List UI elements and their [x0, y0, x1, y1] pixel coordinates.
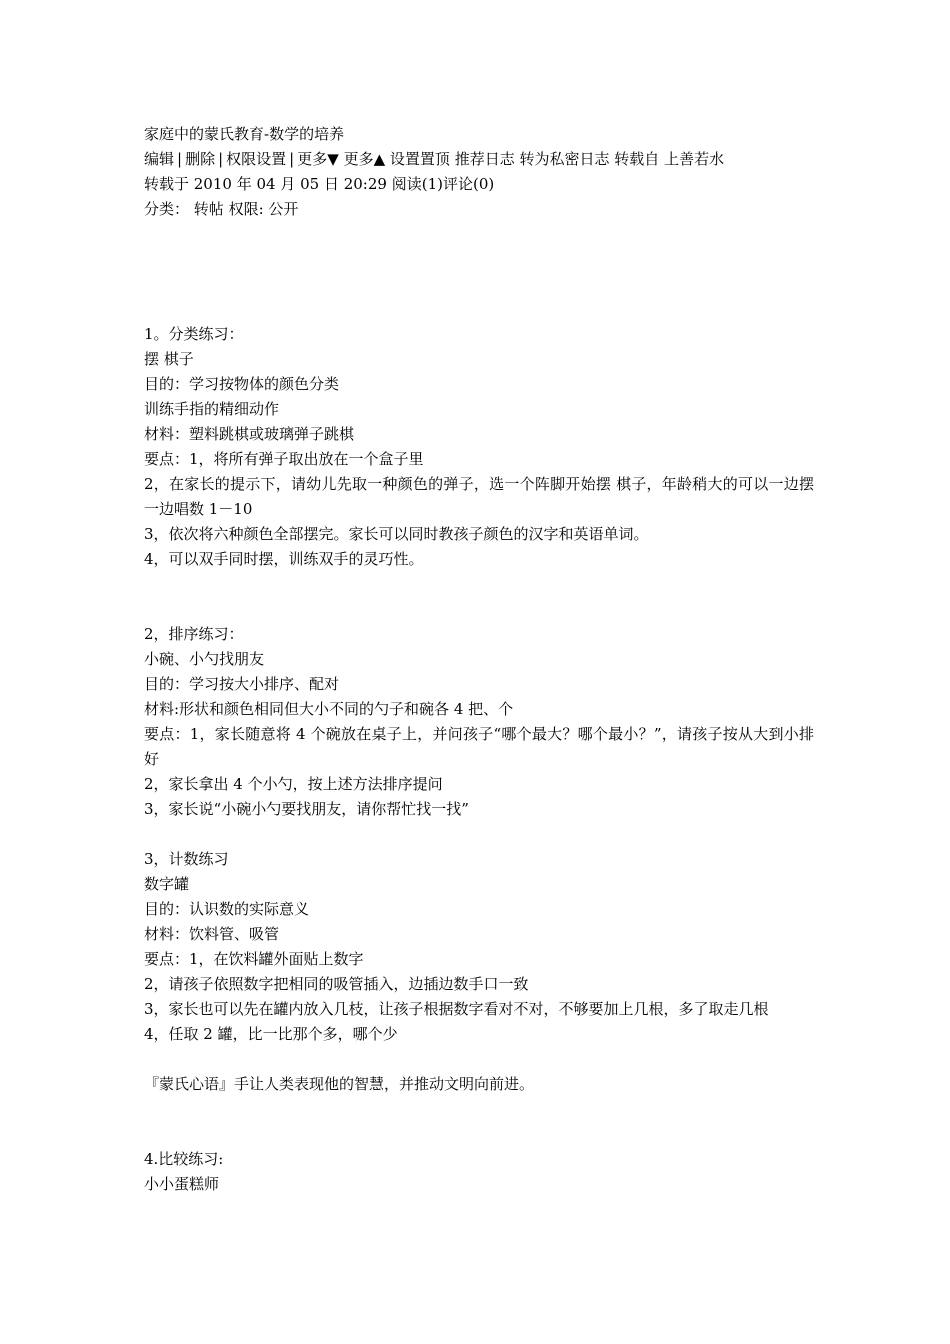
point-text: 2，请孩子依照数字把相同的吸管插入，边插边数手口一致: [144, 975, 529, 993]
activity-name: 小碗、小勺找朋友: [144, 650, 265, 668]
goal-text: 目的：学习按大小排序、配对: [144, 675, 340, 693]
activity-name: 数字罐: [144, 875, 190, 893]
spacer: [144, 822, 814, 847]
point-text: 4，可以双手同时摆，训练双手的灵巧性。: [144, 550, 424, 568]
activity-name: 摆 棋子: [144, 350, 194, 368]
article-header: [144, 122, 814, 222]
point-text: 2，家长拿出 4 个小勺，按上述方法排序提问: [144, 775, 443, 793]
category-value-link[interactable]: 转帖: [193, 200, 224, 218]
make-private-link[interactable]: 转为私密日志: [519, 150, 610, 168]
article-category: [144, 197, 814, 222]
section-heading: 3，计数练习: [144, 850, 229, 868]
spacer: [144, 572, 814, 622]
article-body: [144, 322, 814, 1197]
delete-link[interactable]: 删除: [185, 150, 216, 168]
article-title: 家庭中的蒙氏教育-数学的培养: [144, 125, 345, 143]
point-text: 3，家长说“小碗小勺要找朋友，请你帮忙找一找”: [144, 800, 469, 818]
activity-name: 小小蛋糕师: [144, 1175, 220, 1193]
spacer: [144, 1097, 814, 1147]
material-text: 材料：塑料跳棋或玻璃弹子跳棋: [144, 425, 355, 443]
repost-from-label: 转载自: [614, 150, 660, 168]
category-label: 分类：: [144, 200, 190, 218]
source-author-link[interactable]: 上善若水: [664, 150, 725, 168]
permission-settings-link[interactable]: 权限设置: [226, 150, 287, 168]
pin-top-link[interactable]: 设置置顶: [389, 150, 450, 168]
point-text: 4，任取 2 罐，比一比那个多，哪个少: [144, 1025, 398, 1043]
edit-link[interactable]: 编辑: [144, 150, 175, 168]
point-text: 2，在家长的提示下，请幼儿先取一种颜色的弹子，选一个阵脚开始摆 棋子，年龄稍大的可以一边摆一边唱数 1－10: [144, 475, 814, 518]
more-collapse-link[interactable]: 更多▲: [343, 150, 386, 168]
section-heading: 2，排序练习：: [144, 625, 244, 643]
section-heading: 4.比较练习:: [144, 1150, 224, 1168]
point-text: 要点：1，在饮料罐外面贴上数字: [144, 950, 364, 968]
repost-date: 转载于 2010 年 04 月 05 日 20:29: [144, 175, 387, 193]
article-toolbar: [144, 147, 814, 172]
recommend-link[interactable]: 推荐日志: [454, 150, 515, 168]
goal-text: 目的：学习按物体的颜色分类: [144, 375, 340, 393]
toolbar-separator: |: [177, 150, 183, 168]
comment-count-link[interactable]: 评论(0): [442, 175, 495, 193]
toolbar-separator: |: [289, 150, 295, 168]
permission-status: 权限: 公开: [228, 200, 299, 218]
material-text: 材料:形状和颜色相同但大小不同的勺子和碗各 4 把、个: [144, 700, 514, 718]
read-count-link[interactable]: 阅读(1): [391, 175, 443, 193]
point-text: 3，家长也可以先在罐内放入几枝，让孩子根据数字看对不对，不够要加上几根，多了取走几根: [144, 1000, 769, 1018]
montessori-quote: 『蒙氏心语』手让人类表现他的智慧，并推动文明向前进。: [144, 1075, 535, 1093]
more-dropdown-link[interactable]: 更多▼: [297, 150, 339, 168]
point-text: 要点：1，家长随意将 4 个碗放在桌子上，并问孩子“哪个最大？哪个最小？”，请孩子按从大到小排好: [144, 725, 814, 768]
section-heading: 1。分类练习：: [144, 325, 244, 343]
spacer: [144, 1047, 814, 1072]
goal-text: 目的：认识数的实际意义: [144, 900, 310, 918]
toolbar-separator: |: [218, 150, 224, 168]
material-text: 材料：饮料管、吸管: [144, 925, 280, 943]
goal-text: 训练手指的精细动作: [144, 400, 280, 418]
article-meta: [144, 172, 814, 197]
point-text: 3，依次将六种颜色全部摆完。家长可以同时教孩子颜色的汉字和英语单词。: [144, 525, 649, 543]
point-text: 要点：1，将所有弹子取出放在一个盒子里: [144, 450, 424, 468]
